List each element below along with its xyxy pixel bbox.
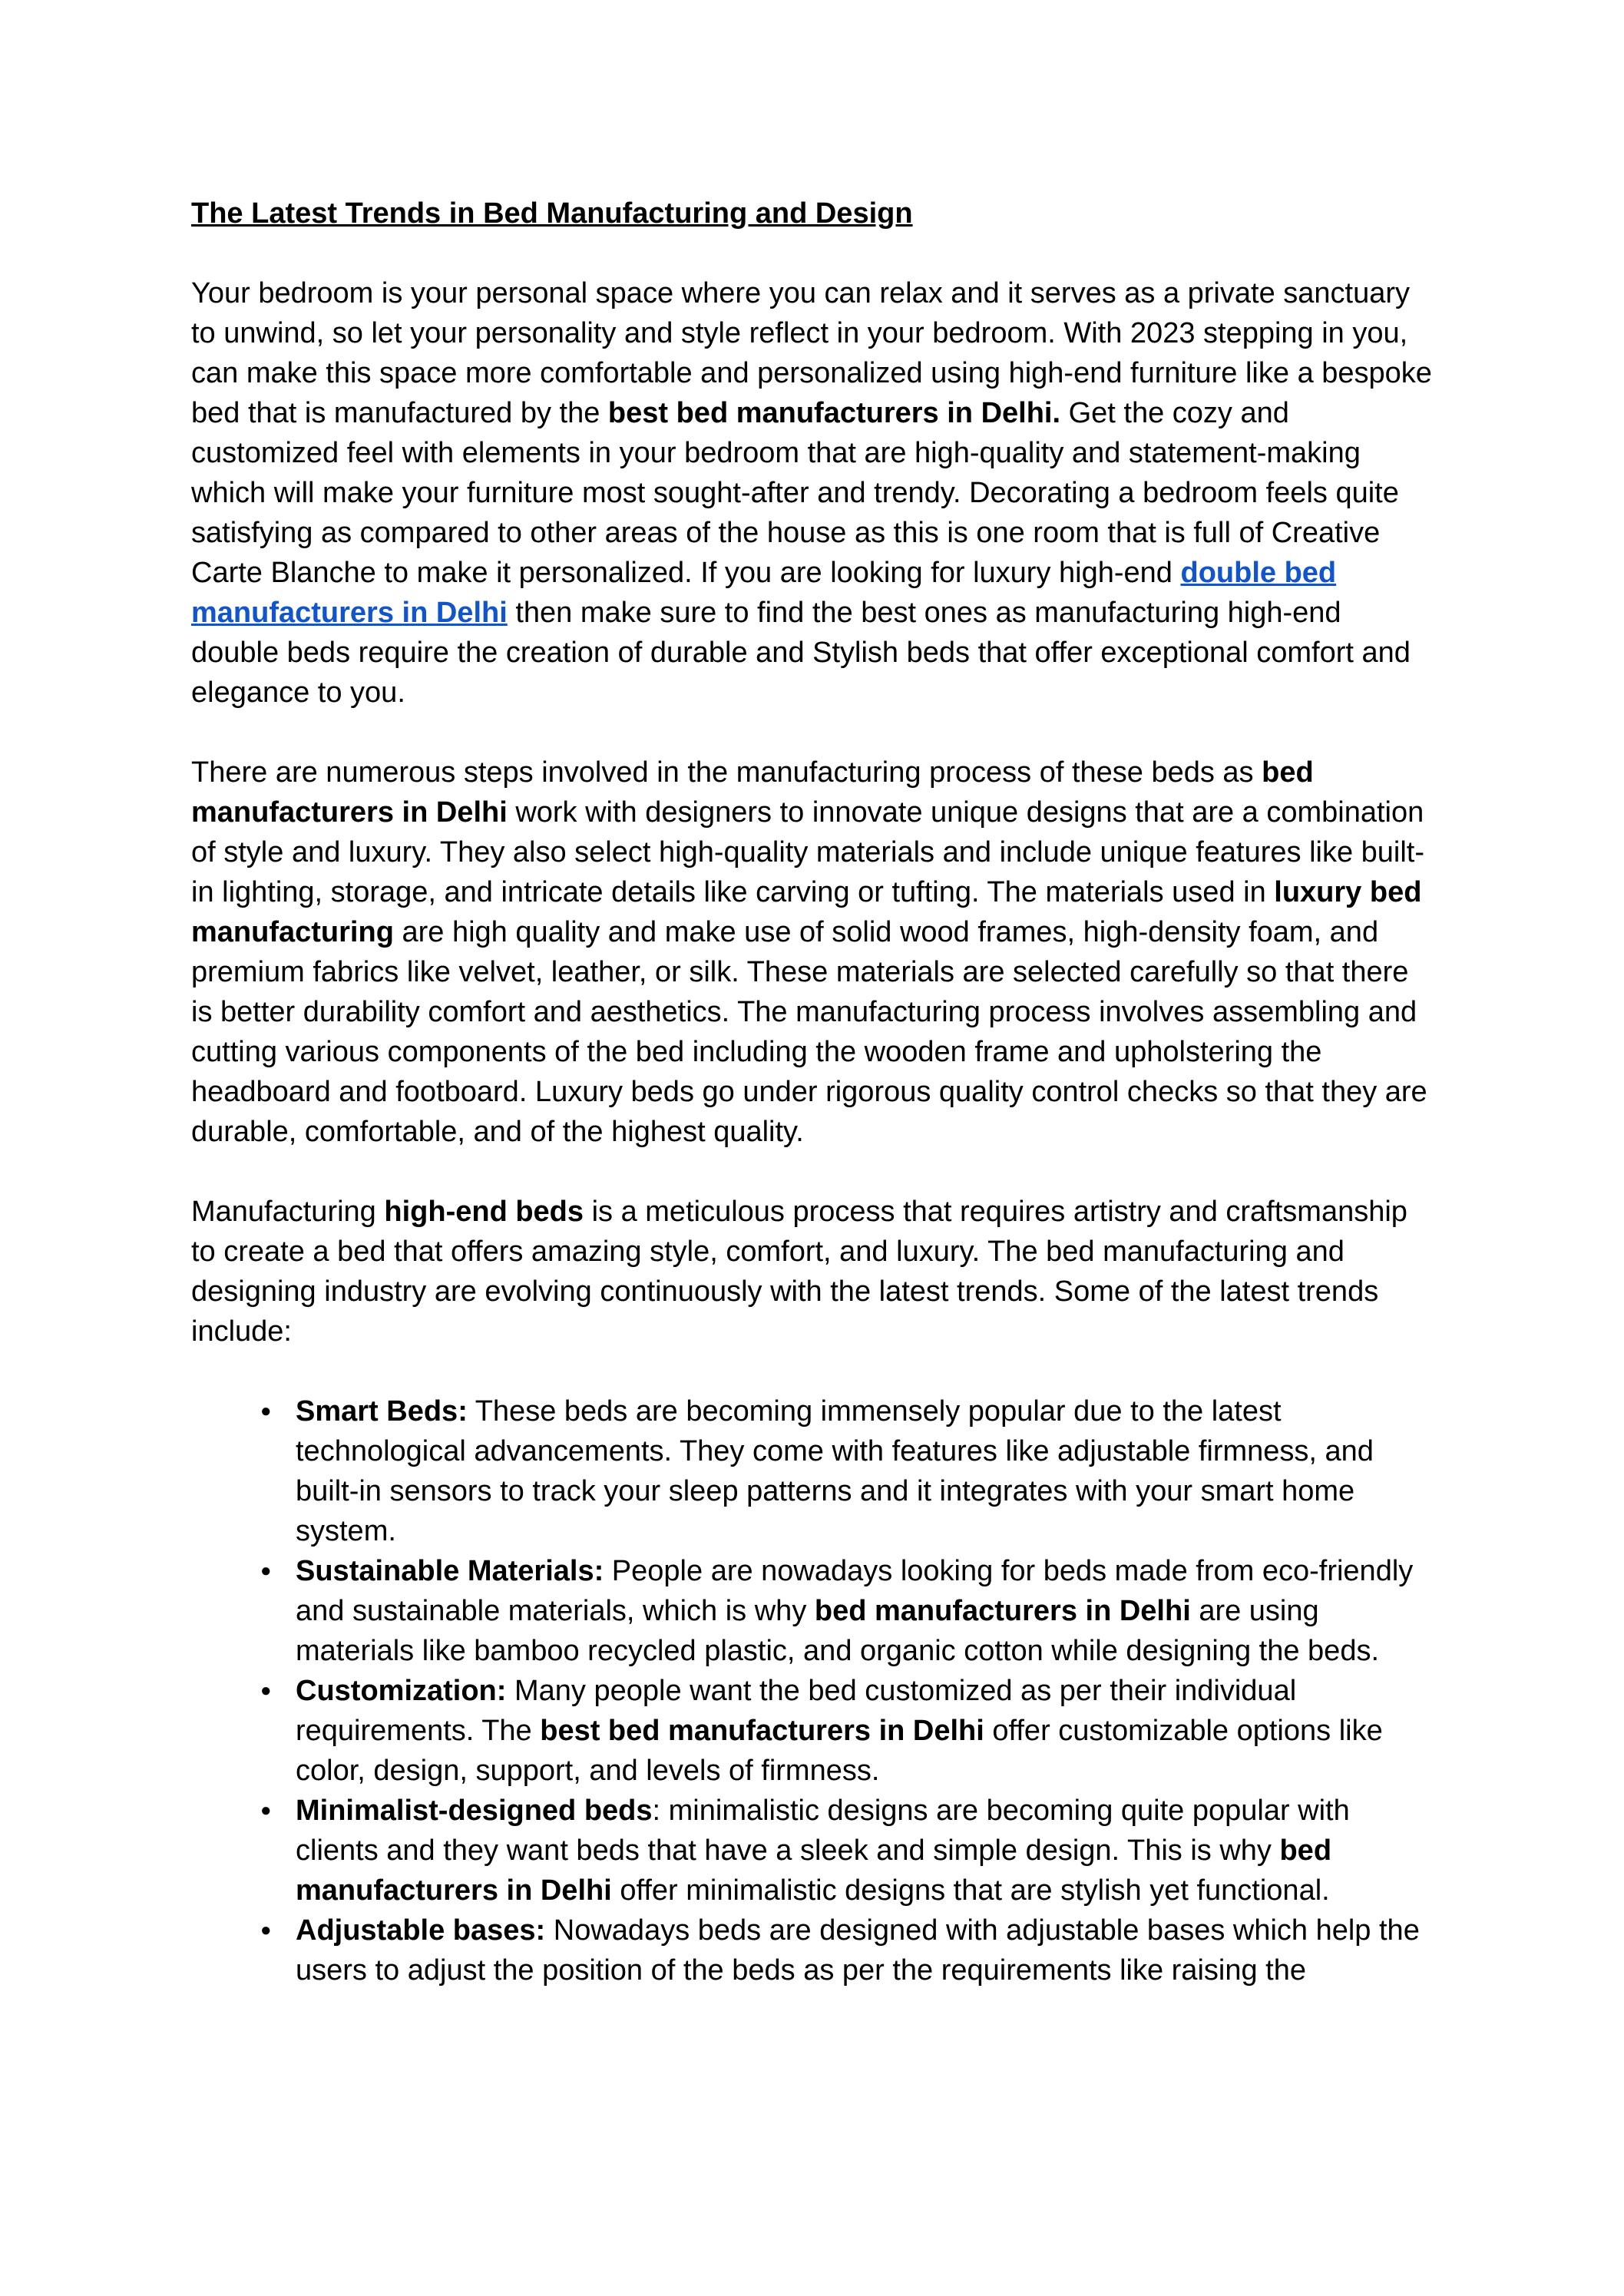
- text-run-bold: bed manufacturers in Delhi: [814, 1595, 1191, 1627]
- text-run-bold: best bed manufacturers in Delhi.: [607, 397, 1061, 429]
- trends-list: [191, 1391, 1433, 1990]
- text-run-bold: Customization:: [296, 1675, 507, 1707]
- text-run: is a meticulous process that requires artistry and craftsmanship to create a bed that offers amazing style, comfort, and luxury. The bed manufacturing and designing industry are evolving continuously with the latest trends. Some of the latest trends include:: [191, 1196, 1407, 1348]
- text-run: : minimalistic designs are becoming quite popular with clients and they want beds that have a sleek and simple design. This is why: [296, 1795, 1350, 1867]
- text-run: People are nowadays looking for beds made from eco-friendly and sustainable materials, which is why: [296, 1555, 1414, 1627]
- bullet-icon: ●: [260, 1920, 272, 1940]
- text-run-bold: Smart Beds:: [296, 1395, 468, 1428]
- paragraph-trends-intro: [191, 1192, 1433, 1351]
- document-title: The Latest Trends in Bed Manufacturing and Design: [191, 197, 913, 230]
- text-run: These beds are becoming immensely popular due to the latest technological advancements. They come with features like adjustable firmness, and built-in sensors to track your sleep patterns and it integrates with your smart home system.: [296, 1395, 1374, 1547]
- double-bed-manufacturers-link[interactable]: double bed manufacturers in Delhi: [191, 557, 1337, 629]
- list-item-minimalist-beds: [191, 1791, 1433, 1911]
- bullet-icon: ●: [260, 1800, 272, 1821]
- text-run: Nowadays beds are designed with adjustable bases which help the users to adjust the position of the beds as per the requirements like raising the: [296, 1914, 1420, 1987]
- text-run: Manufacturing: [191, 1196, 385, 1228]
- paragraph-intro: [191, 273, 1433, 713]
- text-run: offer customizable options like color, design, support, and levels of firmness.: [296, 1715, 1383, 1787]
- text-run: Many people want the bed customized as per their individual requirements. The: [296, 1675, 1297, 1747]
- text-run-bold: luxury bed manufacturing: [191, 876, 1422, 948]
- paragraph-manufacturing-process: [191, 753, 1433, 1152]
- text-run: work with designers to innovate unique designs that are a combination of style and luxury. They also select high-quality materials and include unique features like built-in lighting, storage, and intricate details like carving or tufting. The materials used in: [191, 796, 1425, 908]
- text-run: Get the cozy and customized feel with elements in your bedroom that are high-quality and statement-making which will make your furniture most sought-after and trendy. Decorating a bedroom feels quite satisfying as compared to other areas of the house as this is one room that is full of Creative Carte Blanche to make it personalized. If you are looking for luxury high-end: [191, 397, 1399, 589]
- text-run: are high quality and make use of solid wood frames, high-density foam, and premium fabrics like velvet, leather, or silk. These materials are selected carefully so that there is better durability comfort and aesthetics. The manufacturing process involves assembling and cutting various components of the bed including the wooden frame and upholstering the headboard and footboard. Luxury beds go under rigorous quality control checks so that they are durable, comfortable, and of the highest quality.: [191, 916, 1427, 1148]
- bullet-icon: ●: [260, 1680, 272, 1701]
- text-run: then make sure to find the best ones as manufacturing high-end double beds require the creation of durable and Stylish beds that offer exceptional comfort and elegance to you.: [191, 597, 1411, 709]
- text-run-bold: best bed manufacturers in Delhi: [540, 1715, 984, 1747]
- text-run: There are numerous steps involved in the manufacturing process of these beds as: [191, 756, 1262, 789]
- text-run: Your bedroom is your personal space where you can relax and it serves as a private sanctuary to unwind, so let your personality and style reflect in your bedroom. With 2023 stepping in you, can make this space more comfortable and personalized using high-end furniture like a bespoke bed that is manufactured by the: [191, 277, 1432, 429]
- text-run: are using materials like bamboo recycled plastic, and organic cotton while designing the beds.: [296, 1595, 1380, 1667]
- text-run: offer minimalistic designs that are stylish yet functional.: [611, 1874, 1330, 1907]
- list-item-customization: [191, 1671, 1433, 1791]
- list-item-smart-beds: [191, 1391, 1433, 1551]
- bullet-icon: ●: [260, 1560, 272, 1581]
- text-run-bold: Minimalist-designed beds: [296, 1795, 653, 1827]
- bullet-icon: ●: [260, 1401, 272, 1421]
- text-run-bold: bed manufacturers in Delhi: [296, 1834, 1332, 1907]
- text-run-bold: high-end beds: [384, 1196, 584, 1228]
- list-item-sustainable-materials: [191, 1551, 1433, 1671]
- list-item-adjustable-bases: [191, 1911, 1433, 1990]
- text-run-bold: Sustainable Materials:: [296, 1555, 604, 1587]
- text-run-bold: bed manufacturers in Delhi: [191, 756, 1314, 829]
- text-run-bold: Adjustable bases:: [296, 1914, 546, 1947]
